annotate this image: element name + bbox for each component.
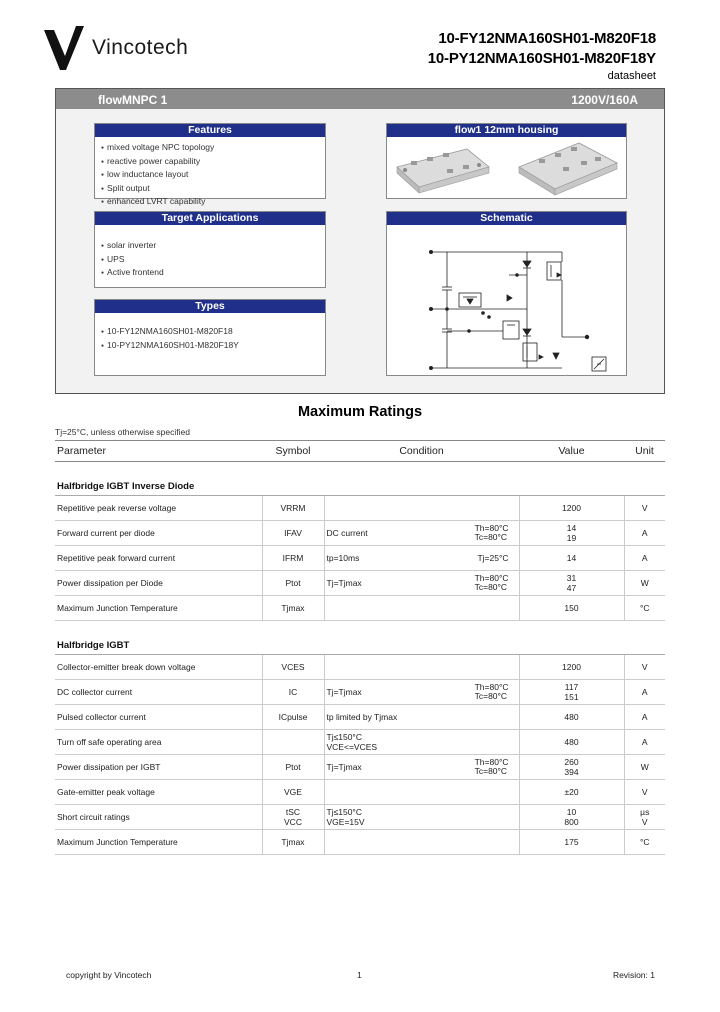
value-line: 260 (564, 757, 579, 767)
header-condition: Condition (324, 441, 519, 462)
unit-line: A (641, 687, 648, 697)
value-line: 19 (566, 533, 577, 543)
cell-condition (324, 755, 519, 780)
ratings-body (55, 462, 665, 855)
cell-symbol: Tjmax (262, 596, 324, 621)
cell-condition (324, 830, 519, 855)
cell-value (519, 521, 624, 546)
condition-temp: Tc=80°C (474, 691, 508, 701)
cell-parameter: Maximum Junction Temperature (55, 596, 262, 621)
unit-line: V (641, 817, 648, 827)
condition-note: Tj=25°C, unless otherwise specified (55, 427, 190, 437)
condition-temp: Th=80°C (474, 523, 509, 533)
section-title: Halfbridge IGBT Inverse Diode (55, 462, 665, 496)
cell-symbol: VRRM (262, 496, 324, 521)
cell-symbol: ICpulse (262, 705, 324, 730)
unit-line: °C (639, 837, 650, 847)
cell-value (519, 680, 624, 705)
condition-temps (475, 755, 509, 779)
cell-symbol: Ptot (262, 755, 324, 780)
cell-parameter: Turn off safe operating area (55, 730, 262, 755)
cell-parameter: Repetitive peak reverse voltage (55, 496, 262, 521)
unit-line: A (641, 553, 648, 563)
list-item: ● mixed voltage NPC topology (101, 141, 325, 155)
condition-temp: Th=80°C (474, 573, 509, 583)
table-row (55, 780, 665, 805)
cell-condition (324, 780, 519, 805)
condition-main: Tj=Tjmax (326, 687, 362, 697)
cell-condition (324, 496, 519, 521)
cell-symbol: IFAV (262, 521, 324, 546)
value-line: 14 (566, 523, 577, 533)
list-item: ● 10-PY12NMA160SH01-M820F18Y (101, 339, 325, 353)
condition-main: DC current (326, 528, 368, 538)
table-row (55, 805, 665, 830)
section-row (55, 462, 665, 496)
cell-condition (324, 655, 519, 680)
part-number-1: 10-FY12NMA160SH01-M820F18 (438, 30, 656, 47)
list-item: ● enhanced LVRT capability (101, 195, 325, 209)
unit-line: V (641, 503, 648, 513)
cell-parameter: Power dissipation per Diode (55, 571, 262, 596)
cell-symbol: Tjmax (262, 830, 324, 855)
cell-symbol: IFRM (262, 546, 324, 571)
condition-temp: Tc=80°C (474, 582, 508, 592)
cell-unit (624, 755, 665, 780)
cell-symbol (262, 730, 324, 755)
brand-name: Vincotech (92, 36, 189, 59)
cell-unit (624, 596, 665, 621)
cell-value (519, 546, 624, 571)
features-title: Features (95, 124, 325, 137)
header-unit: Unit (624, 441, 665, 462)
condition-main: Tj=Tjmax (326, 762, 362, 772)
module-photo-image (387, 137, 626, 198)
table-row (55, 521, 665, 546)
table-row (55, 655, 665, 680)
condition-main: Tj≤150°C VGE=15V (326, 807, 365, 827)
cell-unit (624, 546, 665, 571)
value-line: 117 (564, 682, 579, 692)
section-title: Maximum Ratings (297, 404, 423, 420)
condition-temps (475, 521, 509, 545)
cell-parameter: Power dissipation per IGBT (55, 755, 262, 780)
section-title: Halfbridge IGBT (55, 621, 665, 655)
unit-line: A (641, 712, 648, 722)
applications-panel (94, 211, 326, 288)
unit-line: °C (639, 603, 650, 613)
unit-line: A (641, 737, 648, 747)
list-item: ● Split output (101, 182, 325, 196)
housing-title: flow1 12mm housing (387, 124, 626, 137)
housing-panel (386, 123, 627, 199)
cell-unit (624, 805, 665, 830)
cell-value (519, 730, 624, 755)
cell-parameter: Repetitive peak forward current (55, 546, 262, 571)
schematic-diagram (387, 225, 626, 375)
condition-main: Tj=Tjmax (326, 578, 362, 588)
cell-condition (324, 705, 519, 730)
value-line: 151 (564, 692, 579, 702)
cell-unit (624, 730, 665, 755)
condition-main: tp=10ms (326, 553, 360, 563)
table-row (55, 596, 665, 621)
part-number-2: 10-PY12NMA160SH01-M820F18Y (427, 50, 656, 67)
unit-line: W (640, 578, 649, 588)
table-row (55, 830, 665, 855)
value-line: 480 (564, 737, 579, 747)
applications-list (95, 225, 325, 280)
unit-line: W (640, 762, 649, 772)
features-list (95, 137, 325, 209)
section-row (55, 621, 665, 655)
table-row (55, 705, 665, 730)
cell-parameter: Gate-emitter peak voltage (55, 780, 262, 805)
cell-symbol: VCES (262, 655, 324, 680)
list-item: ● low inductance layout (101, 168, 325, 182)
value-line: 150 (564, 603, 579, 613)
value-line: 394 (564, 767, 579, 777)
applications-title: Target Applications (95, 212, 325, 225)
vincotech-logo-icon (44, 26, 88, 70)
value-line: 31 (566, 573, 577, 583)
footer-copyright: copyright by Vincotech (66, 970, 152, 980)
types-panel (94, 299, 326, 376)
list-item: ● UPS (101, 253, 325, 267)
value-line: ±20 (564, 787, 579, 797)
cell-parameter: Collector-emitter break down voltage (55, 655, 262, 680)
footer-page-number: 1 (357, 970, 362, 980)
cell-symbol: IC (262, 680, 324, 705)
list-item: ● 10-FY12NMA160SH01-M820F18 (101, 325, 325, 339)
list-item: ● solar inverter (101, 239, 325, 253)
unit-line: V (641, 662, 648, 672)
product-family: flowMNPC 1 (98, 93, 168, 107)
cell-value (519, 755, 624, 780)
footer-revision: Revision: 1 (612, 970, 655, 980)
value-line: 47 (566, 583, 577, 593)
value-line: 480 (564, 712, 579, 722)
condition-temp: Th=80°C (474, 682, 509, 692)
schematic-title: Schematic (387, 212, 626, 225)
cell-parameter: Forward current per diode (55, 521, 262, 546)
cell-value (519, 496, 624, 521)
value-line: 10 (566, 807, 577, 817)
cell-condition (324, 805, 519, 830)
cell-unit (624, 496, 665, 521)
condition-temps (475, 571, 509, 595)
unit-line: V (641, 787, 648, 797)
document-type: datasheet (607, 70, 656, 82)
table-row (55, 496, 665, 521)
cell-unit (624, 830, 665, 855)
value-line: 1200 (562, 662, 581, 672)
list-item: ● reactive power capability (101, 155, 325, 169)
header-symbol: Symbol (262, 441, 324, 462)
table-row (55, 571, 665, 596)
cell-value (519, 571, 624, 596)
table-header-row (55, 441, 665, 462)
cell-value (519, 780, 624, 805)
cell-unit (624, 780, 665, 805)
cell-parameter: DC collector current (55, 680, 262, 705)
cell-condition (324, 596, 519, 621)
unit-line: µs (640, 807, 650, 817)
cell-value (519, 705, 624, 730)
table-row (55, 755, 665, 780)
condition-temp: Th=80°C (474, 757, 509, 767)
cell-value (519, 596, 624, 621)
cell-value (519, 830, 624, 855)
cell-condition (324, 571, 519, 596)
cell-value (519, 805, 624, 830)
cell-parameter: Short circuit ratings (55, 805, 262, 830)
types-list (95, 313, 325, 352)
cell-condition (324, 546, 519, 571)
table-row (55, 680, 665, 705)
condition-temp: Tc=80°C (474, 532, 508, 542)
cell-unit (624, 571, 665, 596)
condition-temp: Tc=80°C (474, 766, 508, 776)
header-parameter: Parameter (55, 441, 262, 462)
condition-main: Tj≤150°C VCE<=VCES (326, 732, 378, 752)
header-value: Value (519, 441, 624, 462)
unit-line: A (641, 528, 648, 538)
ratings-table (55, 440, 665, 868)
value-line: 175 (564, 837, 579, 847)
types-title: Types (95, 300, 325, 313)
features-panel (94, 123, 326, 207)
cell-parameter: Maximum Junction Temperature (55, 830, 262, 855)
value-line: 14 (566, 553, 577, 563)
cell-symbol: Ptot (262, 571, 324, 596)
condition-temps (477, 546, 508, 570)
condition-main: tp limited by Tjmax (326, 712, 398, 722)
cell-unit (624, 655, 665, 680)
cell-value (519, 655, 624, 680)
cell-symbol: VGE (262, 780, 324, 805)
product-rating: 1200V/160A (571, 93, 638, 107)
cell-unit (624, 705, 665, 730)
table-row (55, 730, 665, 755)
product-title-bar (56, 89, 664, 109)
condition-temps (475, 680, 509, 704)
cell-condition (324, 680, 519, 705)
cell-symbol: tSC VCC (262, 805, 324, 830)
value-line: 800 (564, 817, 579, 827)
cell-unit (624, 680, 665, 705)
table-row (55, 546, 665, 571)
cell-parameter: Pulsed collector current (55, 705, 262, 730)
schematic-panel (386, 211, 627, 376)
condition-temp: Tj=25°C (477, 552, 509, 563)
list-item: ● Active frontend (101, 266, 325, 280)
cell-condition (324, 730, 519, 755)
value-line: 1200 (562, 503, 581, 513)
cell-unit (624, 521, 665, 546)
cell-condition (324, 521, 519, 546)
